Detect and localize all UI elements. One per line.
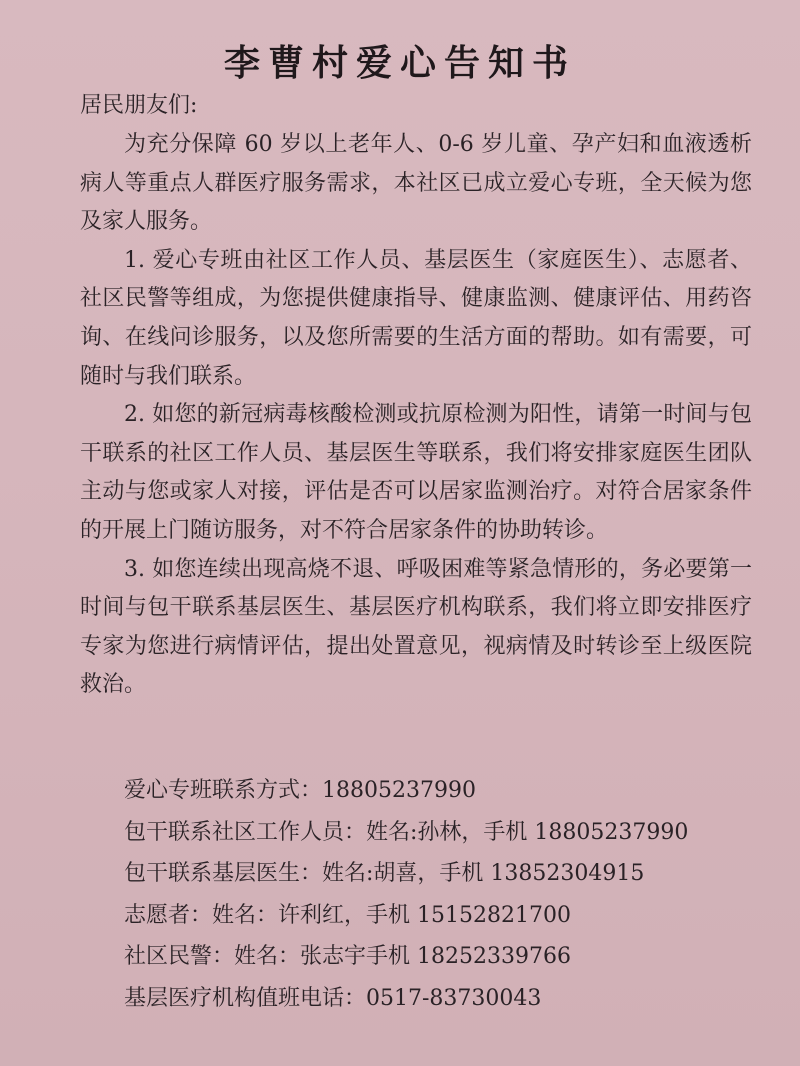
contact-duty-phone: 基层医疗机构值班电话：0517-83730043 [124,985,542,1011]
notice-body [80,126,752,705]
paragraph-item-2: 2. 如您的新冠病毒核酸检测或抗原检测为阳性，请第一时间与包干联系的社区工作人员、基层医生等联系，我们将安排家庭医生团队主动与您或家人对接，评估是否可以居家监测治疗。对符合居家条件的开展上门随访服务，对不符合居家条件的协助转诊。 [80,402,752,543]
paragraph-intro: 为充分保障 60 岁以上老年人、0-6 岁儿童、孕产妇和血液透析病人等重点人群医疗服务需求，本社区已成立爱心专班，全天候为您及家人服务。 [80,132,752,235]
contact-community-worker: 包干联系社区工作人员：姓名:孙林，手机 18805237990 [124,819,689,845]
paragraph-item-3: 3. 如您连续出现高烧不退、呼吸困难等紧急情形的，务必要第一时间与包干联系基层医生、基层医疗机构联系，我们将立即安排医疗专家为您进行病情评估，提出处置意见，视病情及时转诊至上级医院救治。 [80,556,752,698]
contact-hotline: 爱心专班联系方式：18805237990 [124,778,476,803]
paragraph-item-1: 1. 爱心专班由社区工作人员、基层医生（家庭医生）、志愿者、社区民警等组成，为您提供健康指导、健康监测、健康评估、用药咨询、在线问诊服务，以及您所需要的生活方面的帮助。如有需要，可随时与我们联系。 [80,247,752,389]
salutation: 居民朋友们: [80,93,198,118]
notice-title: 李曹村爱心告知书 [223,42,576,84]
contact-list [124,770,764,1019]
contact-police: 社区民警：姓名：张志宇手机 18252339766 [124,944,571,969]
contact-doctor: 包干联系基层医生：姓名:胡喜，手机 13852304915 [124,861,645,886]
contact-volunteer: 志愿者：姓名：许利红，手机 15152821700 [124,902,571,928]
